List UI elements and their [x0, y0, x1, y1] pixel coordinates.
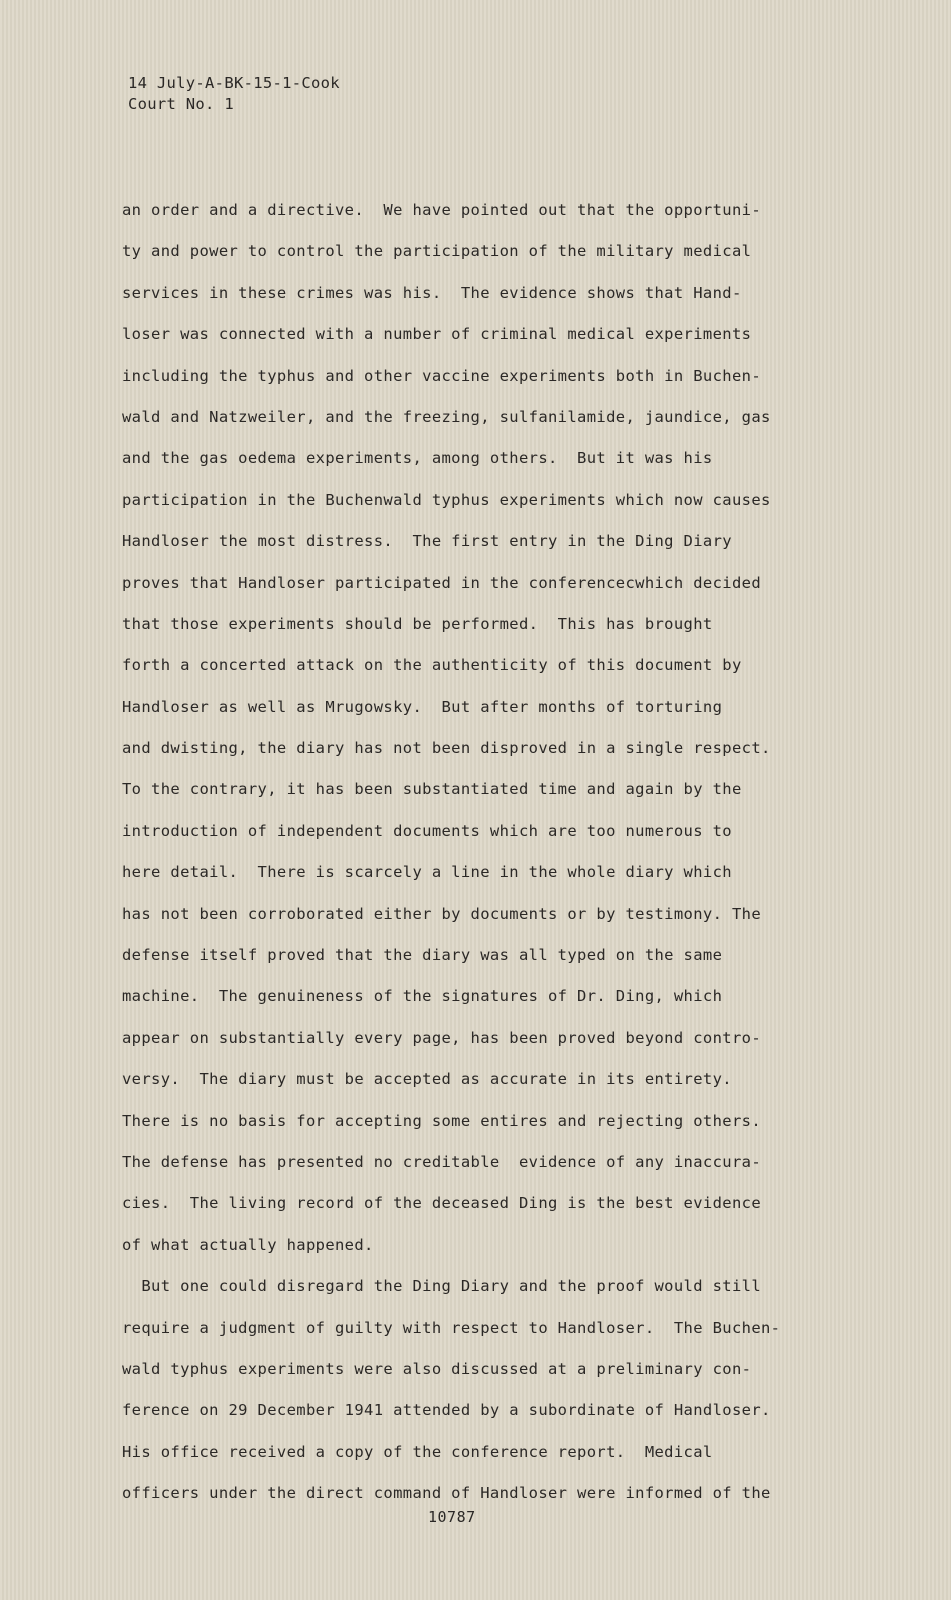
text-line: here detail. There is scarcely a line in the whole diary which	[122, 863, 732, 882]
text-line: There is no basis for accepting some entires and rejecting others.	[122, 1111, 761, 1130]
text-line: and the gas oedema experiments, among others. But it was his	[122, 449, 713, 468]
text-line: To the contrary, it has been substantiated time and again by the	[122, 780, 742, 799]
page-number: 10787	[428, 1508, 476, 1526]
text-line: wald typhus experiments were also discussed at a preliminary con-	[122, 1359, 752, 1378]
text-line: services in these crimes was his. The evidence shows that Hand-	[122, 283, 742, 302]
text-line: proves that Handloser participated in the conferencecwhich decided	[122, 573, 761, 592]
text-line: The defense has presented no creditable evidence of any inaccura-	[122, 1152, 761, 1171]
transcript-body	[122, 198, 822, 1523]
text-line: has not been corroborated either by documents or by testimony. The	[122, 904, 761, 923]
text-line: ty and power to control the participation of the military medical	[122, 242, 752, 261]
text-line: cies. The living record of the deceased Ding is the best evidence	[122, 1194, 761, 1213]
text-line: defense itself proved that the diary was all typed on the same	[122, 946, 723, 965]
text-line: require a judgment of guilty with respect to Handloser. The Buchen-	[122, 1318, 781, 1337]
text-line: forth a concerted attack on the authenticity of this document by	[122, 656, 742, 675]
text-line: wald and Natzweiler, and the freezing, sulfanilamide, jaundice, gas	[122, 407, 771, 426]
text-line: Handloser as well as Mrugowsky. But after months of torturing	[122, 697, 723, 716]
text-line: appear on substantially every page, has been proved beyond contro-	[122, 1028, 761, 1047]
text-line: introduction of independent documents which are too numerous to	[122, 821, 732, 840]
text-line: But one could disregard the Ding Diary and the proof would still	[122, 1277, 761, 1296]
text-line: versy. The diary must be accepted as accurate in its entirety.	[122, 1070, 732, 1089]
text-line: including the typhus and other vaccine experiments both in Buchen-	[122, 366, 761, 385]
text-line: of what actually happened.	[122, 1235, 374, 1254]
text-line: an order and a directive. We have pointed out that the opportuni-	[122, 201, 761, 219]
header-file-reference: 14 July-A-BK-15-1-Cook	[128, 74, 340, 92]
text-line: that those experiments should be performed. This has brought	[122, 614, 713, 633]
header-court-number: Court No. 1	[128, 95, 234, 113]
text-line: His office received a copy of the conference report. Medical	[122, 1442, 713, 1461]
text-line: loser was connected with a number of criminal medical experiments	[122, 325, 752, 344]
text-line: ference on 29 December 1941 attended by a subordinate of Handloser.	[122, 1401, 771, 1420]
text-line: and dwisting, the diary has not been disproved in a single respect.	[122, 739, 771, 758]
text-line: Handloser the most distress. The first entry in the Ding Diary	[122, 532, 732, 551]
document-header	[128, 73, 340, 115]
text-line: participation in the Buchenwald typhus experiments which now causes	[122, 490, 771, 509]
text-line: machine. The genuineness of the signatures of Dr. Ding, which	[122, 987, 723, 1006]
text-line: officers under the direct command of Handloser were informed of the	[122, 1484, 771, 1503]
